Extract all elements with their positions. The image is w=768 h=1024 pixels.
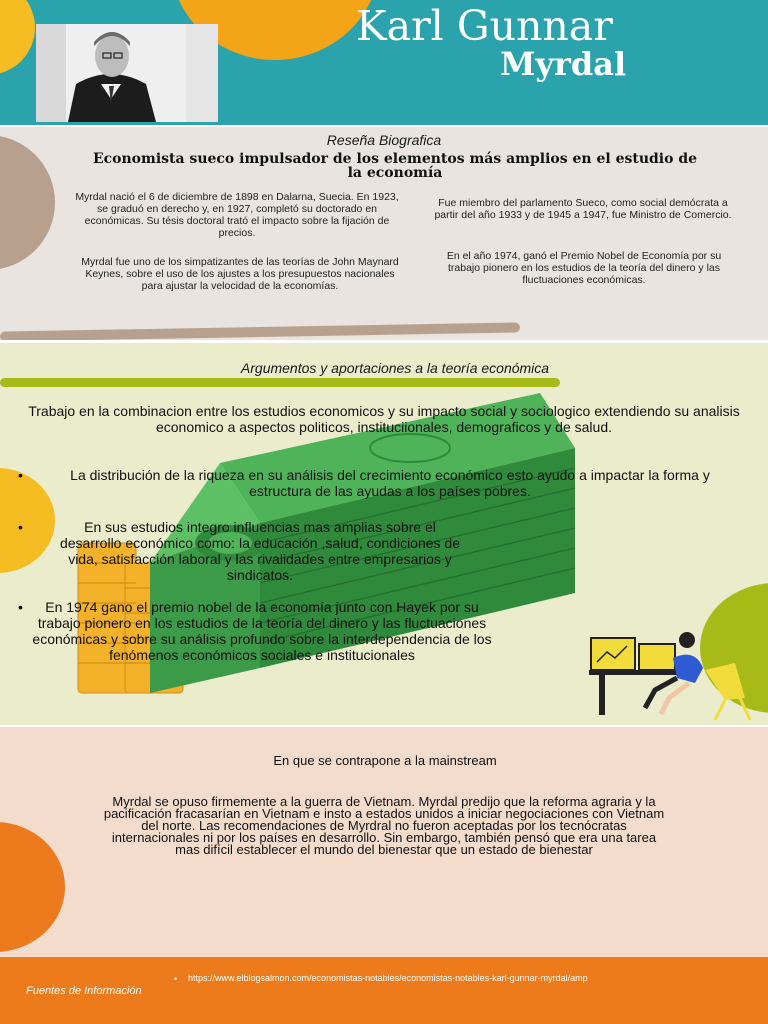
decorative-orange-circle: [0, 822, 65, 952]
bullet-text: En sus estudios integro influencias mas amplias sobre el desarrollo económico como: la educación ,salud, condiciones de vida, satisfacción laboral y las rivalidades entre empresarios y sindicatos.: [59, 519, 460, 583]
arguments-intro: Trabajo en la combinacion entre los estudios economicos y su impacto social y sociologico extendiendo su analisis economico a aspectos politicos, instituciionales, demograficos y de salud.: [28, 403, 740, 435]
biography-right-paragraph-2: En el año 1974, ganó el Premio Nobel de Economía por su trabajo pionero en los estudios de la teoría del dinero y las fluctuaciones económicas.: [446, 250, 722, 286]
biography-subheading: Economista sueco impulsador de los elementos más amplios en el estudio de la economía: [92, 151, 698, 181]
mainstream-heading: En que se contrapone a la mainstream: [273, 753, 497, 768]
arguments-section: [0, 343, 768, 725]
biography-heading: Reseña Biografica: [326, 132, 442, 148]
portrait-photo: [36, 24, 218, 122]
mainstream-paragraph: Myrdal se opuso firmemente a la guerra de Vietnam. Myrdal predijo que la reforma agraria y la pacificación fracasarían en Vietnam e insto a estados unidos a iniciar negociaciones con Vietnam del norte. Las recomendaciones de Myrdral no fueron aceptadas por los tecnócratas internacionales ni por los países en desarrollo. Sin embargo, también pensó que era una tarea mas difícil establecer el mundo del bienestar que un estado de bienestar: [103, 794, 665, 857]
biography-section: [0, 127, 768, 340]
bullet-text: La distribución de la riqueza en su análisis del crecimiento económico esto ayudo a impactar la forma y estructura de las ayudas a los países pobres.: [70, 467, 710, 499]
arguments-bullet-2: [18, 519, 518, 583]
bullet-dot: •: [174, 974, 178, 984]
biography-right-paragraph-1: Fue miembro del parlamento Sueco, como social demócrata a partir del año 1933 y de 1945 a 1947, fue Ministro de Comercio.: [434, 197, 732, 221]
header-banner: [0, 0, 768, 125]
decorative-brush-stroke: [0, 322, 520, 340]
bullet-dot: •: [18, 467, 23, 483]
decorative-green-stroke: [0, 378, 560, 387]
title-first-name: Karl Gunnar: [356, 2, 613, 50]
decorative-yellow-circle: [0, 0, 35, 75]
bullet-dot: •: [18, 519, 23, 535]
arguments-heading: Argumentos y aportaciones a la teoría económica: [240, 360, 550, 376]
title-last-name: Myrdal: [500, 45, 627, 83]
bullet-dot: •: [18, 599, 23, 615]
bullet-text: En 1974 gano el premio nobel de la economía junto con Hayek por su trabajo pionero en los estudios de la teoría del dinero y las fluctuaciones económicas y sobre su análisis profundo sobre la interdependencia de los fenómenos económicos sociales e institucionales: [32, 599, 492, 663]
sources-footer: [0, 957, 768, 1024]
person-at-desk-illustration: [585, 628, 765, 723]
biography-left-paragraph-2: Myrdal fue uno de los simpatizantes de las teorías de John Maynard Keynes, sobre el uso de los ajustes a los presupuestos nacionales para ajustar la velocidad de la economías.: [81, 256, 399, 292]
biography-left-paragraph-1: Myrdal nació el 6 de diciembre de 1898 en Dalarna, Suecia. En 1923, se graduó en derecho y, en 1927, completó su doctorado en económicas. Su tésis doctoral trató el impacto sobre la fijación de precios.: [75, 191, 399, 239]
mainstream-section: [0, 727, 768, 957]
arguments-bullet-1: [18, 467, 758, 499]
sources-label: Fuentes de Información: [26, 985, 142, 997]
arguments-bullet-3: [18, 599, 518, 663]
source-link[interactable]: https://www.elblogsalmon.com/economistas-notables/economistas-notables-karl-gunnar-myrdal/amp: [188, 973, 588, 983]
decorative-taupe-circle: [0, 135, 55, 270]
